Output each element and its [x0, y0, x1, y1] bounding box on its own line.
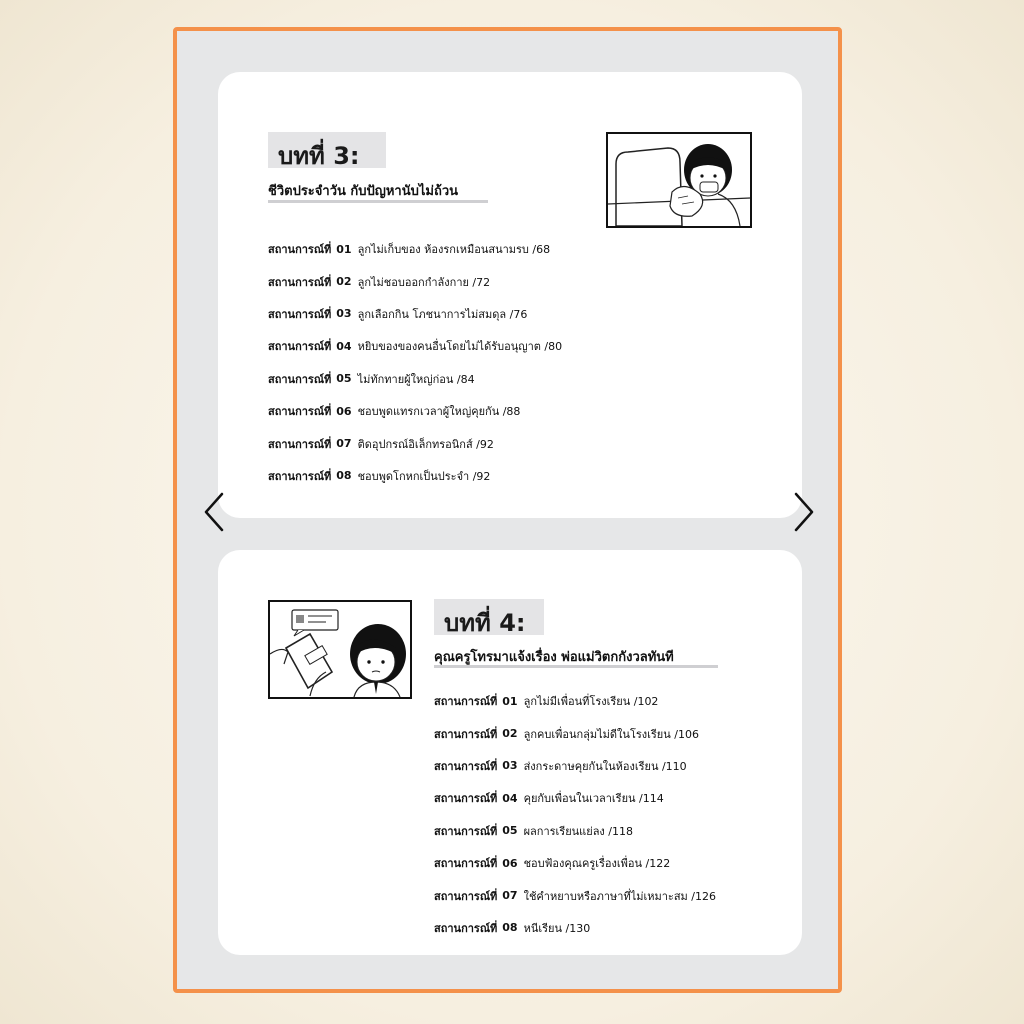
- toc-item-title: ไม่ทักทายผู้ใหญ่ก่อน /84: [357, 372, 475, 386]
- toc-item[interactable]: [268, 233, 562, 265]
- chapter-3-heading-chip: [268, 132, 386, 168]
- toc-item-number: 08: [502, 921, 518, 935]
- chapter-3-underline: [268, 200, 488, 203]
- toc-item-label: สถานการณ์ที่: [268, 405, 332, 419]
- toc-item[interactable]: [268, 298, 562, 330]
- toc-item-number: 01: [336, 242, 352, 256]
- toc-item-label: สถานการณ์ที่: [434, 727, 498, 741]
- toc-item-title: ชอบพูดโกหกเป็นประจำ /92: [357, 469, 491, 483]
- toc-item-label: สถานการณ์ที่: [268, 275, 332, 289]
- child-in-bed-illustration: [606, 132, 752, 228]
- toc-item-number: 04: [502, 791, 518, 805]
- toc-item-number: 04: [336, 339, 352, 353]
- toc-item-label: สถานการณ์ที่: [434, 824, 498, 838]
- toc-item-label: สถานการณ์ที่: [268, 437, 332, 451]
- toc-item-label: สถานการณ์ที่: [434, 857, 498, 871]
- toc-item[interactable]: [434, 685, 716, 717]
- chapter-3-toc-list: [268, 233, 562, 492]
- toc-item-title: ลูกไม่มีเพื่อนที่โรงเรียน /102: [523, 695, 659, 709]
- toc-item-title: ใช้คำหยาบหรือภาษาที่ไม่เหมาะสม /126: [523, 889, 716, 903]
- chapter-4-heading-chip: [434, 599, 544, 635]
- next-image-button[interactable]: [786, 490, 822, 534]
- previous-image-button[interactable]: [196, 490, 232, 534]
- chapter-4-underline: [434, 665, 718, 668]
- toc-item[interactable]: [268, 265, 562, 297]
- toc-item[interactable]: [268, 460, 562, 492]
- toc-item-number: 02: [502, 727, 518, 741]
- toc-item-number: 02: [336, 275, 352, 289]
- chapter-4-subtitle: คุณครูโทรมาแจ้งเรื่อง พ่อแม่วิตกกังวลทันที: [434, 650, 674, 665]
- toc-item[interactable]: [434, 717, 716, 749]
- toc-item-title: หนีเรียน /130: [523, 921, 591, 935]
- toc-item-title: ผลการเรียนแย่ลง /118: [523, 824, 634, 838]
- chapter-4-heading: บทที่ 4:: [444, 609, 526, 637]
- toc-item-number: 06: [502, 856, 518, 870]
- toc-item-title: ลูกไม่ชอบออกกำลังกาย /72: [357, 275, 491, 289]
- chevron-left-icon: [196, 490, 232, 534]
- toc-item-label: สถานการณ์ที่: [434, 792, 498, 806]
- toc-item-label: สถานการณ์ที่: [434, 759, 498, 773]
- chapter-3-subtitle: ชีวิตประจำวัน กับปัญหานับไม่ถ้วน: [268, 184, 459, 199]
- toc-item-label: สถานการณ์ที่: [268, 372, 332, 386]
- toc-item-title: ลูกเลือกกิน โภชนาการไม่สมดุล /76: [357, 307, 528, 321]
- toc-item[interactable]: [434, 782, 716, 814]
- toc-item-number: 03: [336, 307, 352, 321]
- toc-item[interactable]: [268, 395, 562, 427]
- toc-item-label: สถานการณ์ที่: [268, 307, 332, 321]
- toc-item-title: ลูกคบเพื่อนกลุ่มไม่ดีในโรงเรียน /106: [523, 727, 699, 741]
- toc-item-title: ชอบพูดแทรกเวลาผู้ใหญ่คุยกัน /88: [357, 405, 521, 419]
- toc-item-number: 05: [336, 372, 352, 386]
- toc-item-number: 05: [502, 824, 518, 838]
- toc-item[interactable]: [434, 815, 716, 847]
- toc-item[interactable]: [268, 427, 562, 459]
- toc-item[interactable]: [434, 879, 716, 911]
- toc-item-number: 06: [336, 404, 352, 418]
- toc-item-label: สถานการณ์ที่: [268, 469, 332, 483]
- toc-item[interactable]: [434, 847, 716, 879]
- toc-item-title: ชอบฟ้องคุณครูเรื่องเพื่อน /122: [523, 857, 671, 871]
- toc-item-label: สถานการณ์ที่: [434, 921, 498, 935]
- toc-item-label: สถานการณ์ที่: [434, 695, 498, 709]
- toc-item-title: ส่งกระดาษคุยกันในห้องเรียน /110: [523, 759, 687, 773]
- child-and-phone-illustration: [268, 600, 412, 699]
- toc-item[interactable]: [434, 912, 716, 944]
- chapter-3-heading: บทที่ 3:: [278, 142, 360, 170]
- toc-item-label: สถานการณ์ที่: [268, 340, 332, 354]
- toc-item[interactable]: [268, 330, 562, 362]
- toc-item-number: 01: [502, 694, 518, 708]
- toc-item-number: 07: [336, 437, 352, 451]
- toc-item[interactable]: [434, 750, 716, 782]
- toc-item-number: 03: [502, 759, 518, 773]
- toc-item[interactable]: [268, 363, 562, 395]
- toc-item-title: คุยกับเพื่อนในเวลาเรียน /114: [523, 792, 664, 806]
- toc-item-title: ลูกไม่เก็บของ ห้องรกเหมือนสนามรบ /68: [357, 243, 551, 257]
- toc-item-title: ติดอุปกรณ์อิเล็กทรอนิกส์ /92: [357, 437, 494, 451]
- toc-item-number: 08: [336, 469, 352, 483]
- toc-item-number: 07: [502, 889, 518, 903]
- toc-item-label: สถานการณ์ที่: [434, 889, 498, 903]
- chevron-right-icon: [786, 490, 822, 534]
- toc-item-label: สถานการณ์ที่: [268, 243, 332, 257]
- toc-item-title: หยิบของของคนอื่นโดยไม่ได้รับอนุญาต /80: [357, 340, 563, 354]
- chapter-4-toc-list: [434, 685, 716, 944]
